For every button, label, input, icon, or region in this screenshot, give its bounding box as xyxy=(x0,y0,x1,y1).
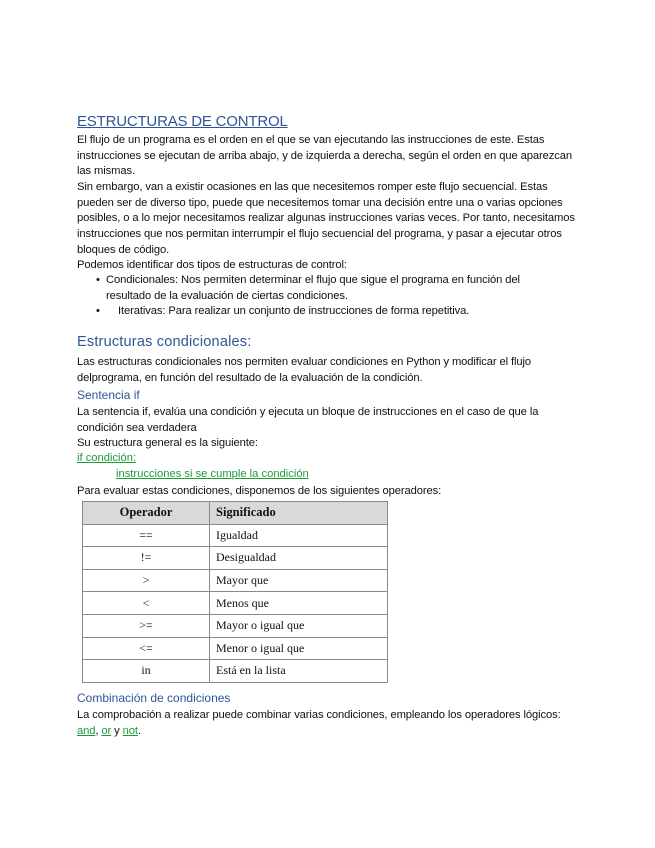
table-row xyxy=(83,637,388,660)
table-row xyxy=(83,547,388,570)
list-item-text: Condicionales: Nos permiten determinar el flujo que sigue el programa en función del resultado de la evaluación de ciertas condiciones. xyxy=(106,274,520,302)
operator-cell: in xyxy=(83,660,210,683)
table-row xyxy=(83,592,388,615)
operator-cell: < xyxy=(83,592,210,615)
meaning-cell: Menos que xyxy=(210,592,388,615)
header-meaning: Significado xyxy=(210,502,388,525)
operator-cell: <= xyxy=(83,637,210,660)
table-row xyxy=(83,614,388,637)
meaning-cell: Mayor o igual que xyxy=(210,614,388,637)
keyword-and: and xyxy=(77,724,96,737)
keyword-not: not xyxy=(122,724,138,737)
bullet-icon: • xyxy=(96,274,100,286)
meaning-cell: Menor o igual que xyxy=(210,637,388,660)
keyword-or: or xyxy=(101,724,112,737)
operators-intro: Para evaluar estas condiciones, disponemos de los siguientes operadores: xyxy=(77,485,442,497)
if-description: La sentencia if, evalúa una condición y ejecuta un bloque de instrucciones en el caso de que la condición sea verdadera xyxy=(77,406,539,434)
intro-paragraph-1: El flujo de un programa es el orden en el que se van ejecutando las instrucciones de este. Estas instrucciones se ejecutan de arriba abajo, y de izquierda a derecha, según el orden en que aparezcan las mismas. xyxy=(77,134,573,178)
meaning-cell: Igualdad xyxy=(210,524,388,547)
meaning-cell: Está en la lista xyxy=(210,660,388,683)
if-heading: Sentencia if xyxy=(77,388,140,402)
if-structure-intro: Su estructura general es la siguiente: xyxy=(77,437,258,449)
bullet-icon: • xyxy=(96,305,100,318)
table-header-row xyxy=(83,502,388,525)
combination-intro: La comprobación a realizar puede combinar varias condiciones, empleando los operadores lógicos: xyxy=(77,709,561,721)
operator-cell: == xyxy=(83,524,210,547)
conditionals-description: Las estructuras condicionales nos permiten evaluar condiciones en Python y modificar el flujo delprograma, en función del resultado de la evaluación de la condición. xyxy=(77,356,531,384)
list-item xyxy=(96,273,566,304)
intro-paragraph-2: Sin embargo, van a existir ocasiones en las que necesitemos romper este flujo secuencial. Estas pueden ser de diverso tipo, puede que necesitemos tomar una decisión entre una o varias opciones posibles, o a lo mejor necesitamos realizar algunas instrucciones varias veces. Por tanto, necesitamos instrucciones que nos permitan interrumpir el flujo secuencial del programa, y pasar a ejecutar otros bloques de código. xyxy=(77,181,575,256)
operators-table xyxy=(82,501,388,683)
table-row xyxy=(83,569,388,592)
meaning-cell: Desigualdad xyxy=(210,547,388,570)
combination-heading: Combinación de condiciones xyxy=(77,691,231,705)
intro-paragraph-3: Podemos identificar dos tipos de estructuras de control: xyxy=(77,259,347,271)
separator: , xyxy=(95,724,102,737)
table-row xyxy=(83,524,388,547)
operator-cell: != xyxy=(83,547,210,570)
combination-text xyxy=(77,708,577,739)
code-line-body: instrucciones si se cumple la condición xyxy=(116,468,309,480)
list-item-text: Iterativas: Para realizar un conjunto de instrucciones de forma repetitiva. xyxy=(118,305,470,318)
period: . xyxy=(137,724,141,737)
list-item xyxy=(96,304,566,320)
control-types-list xyxy=(96,273,566,320)
code-line-if: if condición: xyxy=(77,452,137,464)
header-operator: Operador xyxy=(83,502,210,525)
conditionals-heading: Estructuras condicionales: xyxy=(77,334,252,350)
operator-cell: > xyxy=(83,569,210,592)
separator: y xyxy=(111,724,123,737)
table-row xyxy=(83,660,388,683)
meaning-cell: Mayor que xyxy=(210,569,388,592)
page-title: ESTRUCTURAS DE CONTROL xyxy=(77,113,288,130)
operator-cell: >= xyxy=(83,614,210,637)
